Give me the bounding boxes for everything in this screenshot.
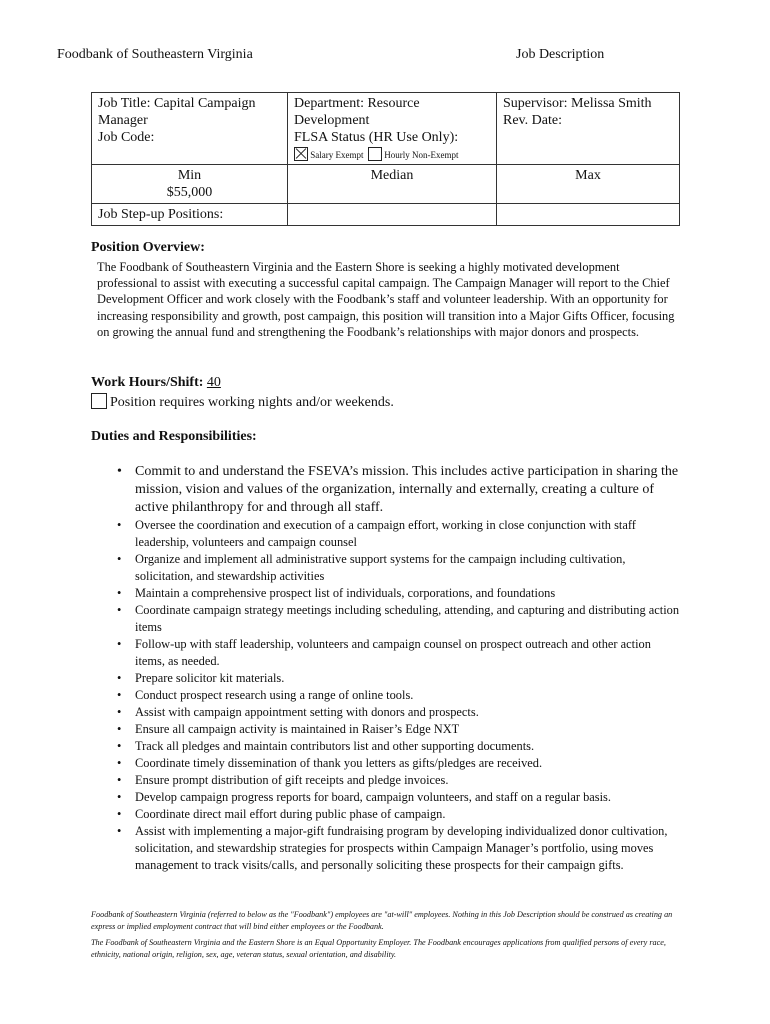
- department: Department: Resource Development: [294, 96, 420, 128]
- hourly-nonexempt-label: Hourly Non-Exempt: [384, 150, 459, 160]
- flsa-options: [294, 147, 490, 162]
- list-item: • Prepare solicitor kit materials.: [117, 670, 682, 687]
- doc-type: Job Description: [516, 47, 605, 62]
- job-code: Job Code:: [98, 130, 155, 145]
- list-item: • Develop campaign progress reports for board, campaign volunteers, and staff on a regular basis.: [117, 789, 682, 806]
- duties-title: Duties and Responsibilities:: [91, 429, 257, 444]
- salary-exempt-label: Salary Exempt: [310, 150, 364, 160]
- stepup-cell-3: [497, 204, 680, 226]
- min-label: Min: [177, 168, 202, 183]
- work-hours-value: 40: [206, 375, 221, 390]
- at-will-notice: Foodbank of Southeastern Virginia (referred to below as the "Foodbank") employees are "at-will" employees. Nothing in this Job Description should be construed as creating an express or implied employment contract that will bind either employees or the Foodbank.: [91, 910, 673, 931]
- overview-text: The Foodbank of Southeastern Virginia and the Eastern Shore is seeking a highly motivated development professional to assist with executing a successful capital campaign. The Campaign Manager will report to the Chief Development Officer and work closely with the Foodbank’s staff and volunteer leadership. With an opportunity for increasing responsibility and growth, post campaign, this position will transition into a Major Gifts Officer, focusing on growing the annual fund and strengthening the Foodbank’s relationships with major donors and prospects.: [97, 260, 675, 339]
- list-item: • Oversee the coordination and execution of a campaign effort, working in close conjunction with staff leadership, volunteers and campaign counsel: [117, 517, 682, 551]
- org-name: Foodbank of Southeastern Virginia: [57, 47, 253, 62]
- work-hours-label: Work Hours/Shift:: [91, 375, 204, 390]
- list-item: • Maintain a comprehensive prospect list of individuals, corporations, and foundations: [117, 585, 682, 602]
- stepup-label: Job Step-up Positions:: [92, 204, 288, 226]
- duties-list: [117, 463, 682, 874]
- nights-weekends-checkbox[interactable]: [91, 393, 107, 409]
- job-title: Job Title: Capital Campaign Manager: [98, 96, 256, 128]
- table-row: [92, 204, 680, 226]
- list-item: • Track all pledges and maintain contributors list and other supporting documents.: [117, 738, 682, 755]
- min-value: $55,000: [166, 185, 213, 200]
- list-item: • Conduct prospect research using a range of online tools.: [117, 687, 682, 704]
- max-label: Max: [497, 165, 680, 204]
- min-cell: [92, 165, 288, 204]
- rev-date: Rev. Date:: [503, 113, 562, 128]
- list-item: • Ensure all campaign activity is maintained in Raiser’s Edge NXT: [117, 721, 682, 738]
- nights-weekends: [91, 393, 394, 411]
- supervisor-cell: [497, 93, 680, 165]
- list-item: • Coordinate timely dissemination of thank you letters as gifts/pledges are received.: [117, 755, 682, 772]
- list-item: • Organize and implement all administrative support systems for the campaign including cultivation, solicitation, and stewardship activities: [117, 551, 682, 585]
- list-item: • Assist with implementing a major-gift fundraising program by developing individualized donor cultivation, solicitation, and stewardship strategies for prospects within Campaign Manager’s portfolio, using moves management to track visits/calls, and personally soliciting these prospects for their campaign gifts.: [117, 823, 682, 874]
- list-item: • Commit to and understand the FSEVA’s mission. This includes active participation in sharing the mission, vision and values of the organization, internally and externally, creating a culture of active philanthropy for and through all staff.: [117, 463, 682, 517]
- list-item: • Follow-up with staff leadership, volunteers and campaign counsel on prospect outreach and other action items, as needed.: [117, 636, 682, 670]
- work-hours: [91, 375, 221, 391]
- supervisor: Supervisor: Melissa Smith: [503, 96, 652, 111]
- hourly-nonexempt-checkbox[interactable]: [368, 147, 382, 161]
- stepup-cell-2: [288, 204, 497, 226]
- list-item: • Coordinate campaign strategy meetings including scheduling, attending, and capturing and distributing action items: [117, 602, 682, 636]
- salary-exempt-checkbox[interactable]: [294, 147, 308, 161]
- eeo-notice: The Foodbank of Southeastern Virginia and the Eastern Shore is an Equal Opportunity Employer. The Foodbank encourages applications from qualified persons of every race, ethnicity, national origin, religion, sex, age, veteran status, sexual orientation, and disability.: [91, 938, 666, 959]
- nights-weekends-label: Position requires working nights and/or weekends.: [110, 395, 394, 410]
- list-item: • Assist with campaign appointment setting with donors and prospects.: [117, 704, 682, 721]
- list-item: • Ensure prompt distribution of gift receipts and pledge invoices.: [117, 772, 682, 789]
- overview-title: Position Overview:: [91, 240, 205, 255]
- job-info-table: [91, 92, 680, 226]
- job-title-cell: [92, 93, 288, 165]
- list-item: • Coordinate direct mail effort during public phase of campaign.: [117, 806, 682, 823]
- table-row: [92, 165, 680, 204]
- flsa-label: FLSA Status (HR Use Only):: [294, 130, 459, 145]
- table-row: [92, 93, 680, 165]
- department-cell: [288, 93, 497, 165]
- median-label: Median: [288, 165, 497, 204]
